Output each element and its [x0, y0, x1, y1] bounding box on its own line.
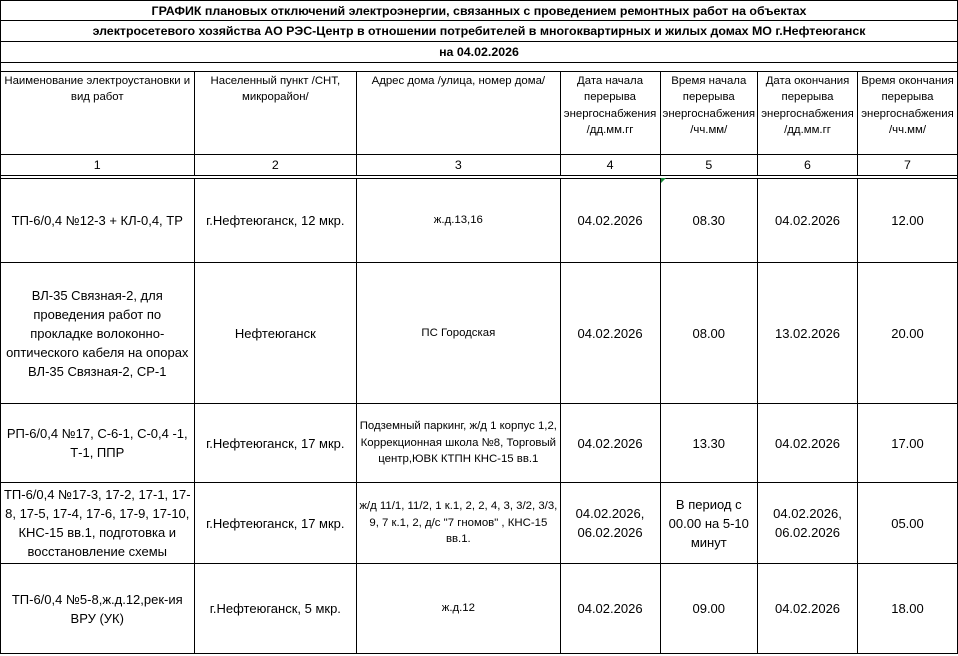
cell-address: ж.д.12: [357, 564, 560, 654]
cell-end-date: 04.02.2026: [758, 564, 858, 654]
cell-end-time: 18.00: [858, 564, 958, 654]
cell-end-date: 04.02.2026: [758, 179, 858, 263]
title-line-2: электросетевого хозяйства АО РЭС-Центр в отношении потребителей в многоквартирных и жилых домах МО г.Нефтеюганск: [1, 21, 958, 42]
header-address: Адрес дома /улица, номер дома/: [357, 72, 560, 155]
cell-installation: ТП-6/0,4 №5-8,ж.д.12,рек-ия ВРУ (УК): [1, 564, 195, 654]
spacer-cell: [194, 63, 357, 72]
cell-address: Подземный паркинг, ж/д 1 корпус 1,2, Коррекционная школа №8, Торговый центр,ЮВК КТПН КНС-15 вв.1: [357, 404, 560, 483]
table-row: [1, 179, 958, 263]
cell-end-time: 17.00: [858, 404, 958, 483]
cell-start-time: 08.00: [660, 263, 758, 404]
cell-start-date: 04.02.2026: [560, 564, 660, 654]
cell-start-date: 04.02.2026, 06.02.2026: [560, 483, 660, 564]
header-end-date: Дата окончания перерыва энергоснабжения /дд.мм.гг: [758, 72, 858, 155]
cell-settlement: г.Нефтеюганск, 5 мкр.: [194, 564, 357, 654]
header-start-date: Дата начала перерыва энергоснабжения /дд.мм.гг: [560, 72, 660, 155]
spacer-cell: [560, 63, 660, 72]
spacer-cell: [1, 63, 195, 72]
cell-installation: ТП-6/0,4 №12-3 + КЛ-0,4, ТР: [1, 179, 195, 263]
cell-address: ж/д 11/1, 11/2, 1 к.1, 2, 2, 4, 3, 3/2, 3/3, 9, 7 к.1, 2, д/с "7 гномов" , КНС-15 вв.1.: [357, 483, 560, 564]
cell-start-time: 08.30: [660, 179, 758, 263]
spacer-cell: [357, 63, 560, 72]
cell-address: ж.д.13,16: [357, 179, 560, 263]
cell-installation: ТП-6/0,4 №17-3, 17-2, 17-1, 17-8, 17-5, 17-4, 17-6, 17-9, 17-10, КНС-15 вв.1, подготовка и восстановление схемы: [1, 483, 195, 564]
cell-end-date: 04.02.2026: [758, 404, 858, 483]
cell-end-date: 13.02.2026: [758, 263, 858, 404]
header-start-time: Время начала перерыва энергоснабжения /чч.мм/: [660, 72, 758, 155]
col-number: 7: [858, 155, 958, 176]
cell-start-time: 13.30: [660, 404, 758, 483]
cell-installation: ВЛ-35 Связная-2, для проведения работ по прокладке волоконно-оптического кабеля на опорах ВЛ-35 Связная-2, СР-1: [1, 263, 195, 404]
cell-start-date: 04.02.2026: [560, 179, 660, 263]
title-line-1: ГРАФИК плановых отключений электроэнергии, связанных с проведением ремонтных работ на объектах: [1, 1, 958, 21]
cell-settlement: г.Нефтеюганск, 17 мкр.: [194, 404, 357, 483]
spacer-cell: [660, 63, 758, 72]
cell-start-time: 09.00: [660, 564, 758, 654]
cell-start-date: 04.02.2026: [560, 404, 660, 483]
title-line-3: на 04.02.2026: [1, 42, 958, 63]
col-number: 3: [357, 155, 560, 176]
cell-end-time: 20.00: [858, 263, 958, 404]
cell-address: ПС Городская: [357, 263, 560, 404]
col-number: 4: [560, 155, 660, 176]
header-settlement: Населенный пункт /СНТ, микрорайон/: [194, 72, 357, 155]
table-row: [1, 263, 958, 404]
table-row: [1, 564, 958, 654]
col-number: 1: [1, 155, 195, 176]
cell-start-date: 04.02.2026: [560, 263, 660, 404]
spacer-cell: [758, 63, 858, 72]
col-number: 5: [660, 155, 758, 176]
cell-settlement: г.Нефтеюганск, 17 мкр.: [194, 483, 357, 564]
cell-end-time: 05.00: [858, 483, 958, 564]
cell-settlement: г.Нефтеюганск, 12 мкр.: [194, 179, 357, 263]
cell-end-time: 12.00: [858, 179, 958, 263]
comment-indicator-icon: [661, 178, 666, 183]
cell-start-time: В период с 00.00 на 5-10 минут: [660, 483, 758, 564]
cell-settlement: Нефтеюганск: [194, 263, 357, 404]
table-row: [1, 483, 958, 564]
header-end-time: Время окончания перерыва энергоснабжения /чч.мм/: [858, 72, 958, 155]
col-number: 2: [194, 155, 357, 176]
table-row: [1, 404, 958, 483]
col-number: 6: [758, 155, 858, 176]
spacer-cell: [858, 63, 958, 72]
header-installation: Наименование электроустановки и вид работ: [1, 72, 195, 155]
cell-end-date: 04.02.2026, 06.02.2026: [758, 483, 858, 564]
cell-installation: РП-6/0,4 №17, С-6-1, С-0,4 -1, Т-1, ППР: [1, 404, 195, 483]
